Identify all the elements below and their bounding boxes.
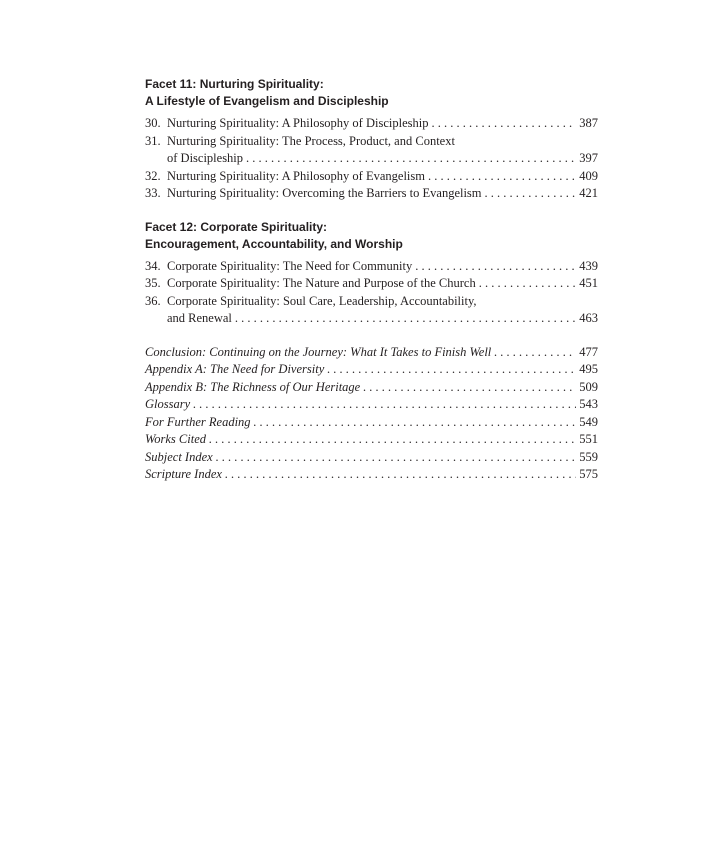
chapter-number: 31. (145, 133, 161, 148)
back-matter-entry[interactable] (145, 414, 598, 432)
chapter-title: Corporate Spirituality: Soul Care, Leadership, Accountability, (167, 293, 477, 308)
toc-entry-continuation[interactable] (145, 150, 598, 168)
toc-entry[interactable] (145, 293, 598, 311)
back-matter-entry[interactable] (145, 431, 598, 449)
facet-11-entries (145, 115, 598, 203)
page-number: 559 (579, 449, 598, 464)
page-number: 409 (579, 168, 598, 183)
entry-title: Glossary (145, 397, 191, 411)
toc-entry[interactable] (145, 275, 598, 293)
chapter-title: Nurturing Spirituality: Overcoming the Barriers to Evangelism (167, 186, 482, 200)
page-number: 387 (579, 116, 598, 130)
entry-title: Appendix A: The Need for Diversity (145, 362, 325, 376)
entry-title: Appendix B: The Richness of Our Heritage (145, 379, 361, 394)
chapter-title-continued: and Renewal (167, 311, 232, 325)
dot-leader (494, 344, 576, 362)
dot-leader (209, 431, 576, 449)
dot-leader (363, 379, 576, 397)
page-number: 549 (579, 414, 598, 429)
page-number: 509 (579, 379, 598, 394)
toc-entry[interactable] (145, 258, 598, 276)
table-of-contents (145, 76, 598, 484)
page-number: 477 (579, 344, 598, 359)
dot-leader (479, 275, 577, 293)
page-number: 495 (579, 362, 598, 376)
chapter-title: Nurturing Spirituality: The Process, Product, and Context (167, 133, 455, 148)
dot-leader (431, 115, 576, 133)
page-number: 543 (579, 397, 598, 411)
back-matter-entry[interactable] (145, 344, 598, 362)
back-matter-entries (145, 344, 598, 484)
toc-entry[interactable] (145, 168, 598, 186)
dot-leader (193, 396, 576, 414)
dot-leader (485, 185, 577, 203)
dot-leader (225, 466, 576, 484)
chapter-number: 30. (145, 116, 161, 130)
section-heading-line2: A Lifestyle of Evangelism and Discipleship (145, 94, 389, 108)
page-number: 397 (579, 151, 598, 165)
chapter-number: 33. (145, 186, 161, 200)
dot-leader (235, 310, 576, 328)
toc-entry[interactable] (145, 115, 598, 133)
entry-title: Works Cited (145, 432, 206, 446)
dot-leader (216, 449, 577, 467)
dot-leader (327, 361, 576, 379)
page-number: 463 (579, 311, 598, 325)
toc-entry-continuation[interactable] (145, 310, 598, 328)
section-heading-line1: Facet 12: Corporate Spirituality: (145, 219, 328, 234)
chapter-number: 34. (145, 258, 161, 273)
chapter-number: 32. (145, 168, 161, 183)
back-matter-entry[interactable] (145, 449, 598, 467)
toc-entry[interactable] (145, 133, 598, 151)
entry-title: Scripture Index (145, 467, 222, 481)
chapter-title: Nurturing Spirituality: A Philosophy of Evangelism (167, 168, 425, 183)
back-matter-entry[interactable] (145, 379, 598, 397)
entry-title: For Further Reading (145, 414, 251, 429)
toc-entry[interactable] (145, 185, 598, 203)
facet-12-heading (145, 219, 598, 253)
chapter-number: 35. (145, 276, 161, 290)
back-matter-entry[interactable] (145, 396, 598, 414)
facet-12-entries (145, 258, 598, 328)
section-heading-line1: Facet 11: Nurturing Spirituality: (145, 77, 324, 91)
page-number: 575 (579, 467, 598, 481)
chapter-title: Nurturing Spirituality: A Philosophy of Discipleship (167, 116, 429, 130)
chapter-title: Corporate Spirituality: The Nature and Purpose of the Church (167, 276, 476, 290)
entry-title: Conclusion: Continuing on the Journey: What It Takes to Finish Well (145, 344, 492, 359)
facet-11-heading (145, 76, 598, 110)
back-matter-entry[interactable] (145, 466, 598, 484)
page-number: 439 (579, 258, 598, 273)
page-number: 551 (579, 432, 598, 446)
dot-leader (254, 414, 577, 432)
chapter-title-continued: of Discipleship (167, 151, 244, 165)
chapter-title: Corporate Spirituality: The Need for Community (167, 258, 413, 273)
dot-leader (415, 258, 576, 276)
entry-title: Subject Index (145, 449, 213, 464)
page-number: 451 (579, 276, 598, 290)
dot-leader (428, 168, 576, 186)
back-matter-entry[interactable] (145, 361, 598, 379)
chapter-number: 36. (145, 293, 161, 308)
section-heading-line2: Encouragement, Accountability, and Worship (145, 236, 403, 251)
page-number: 421 (579, 186, 598, 200)
dot-leader (246, 150, 576, 168)
